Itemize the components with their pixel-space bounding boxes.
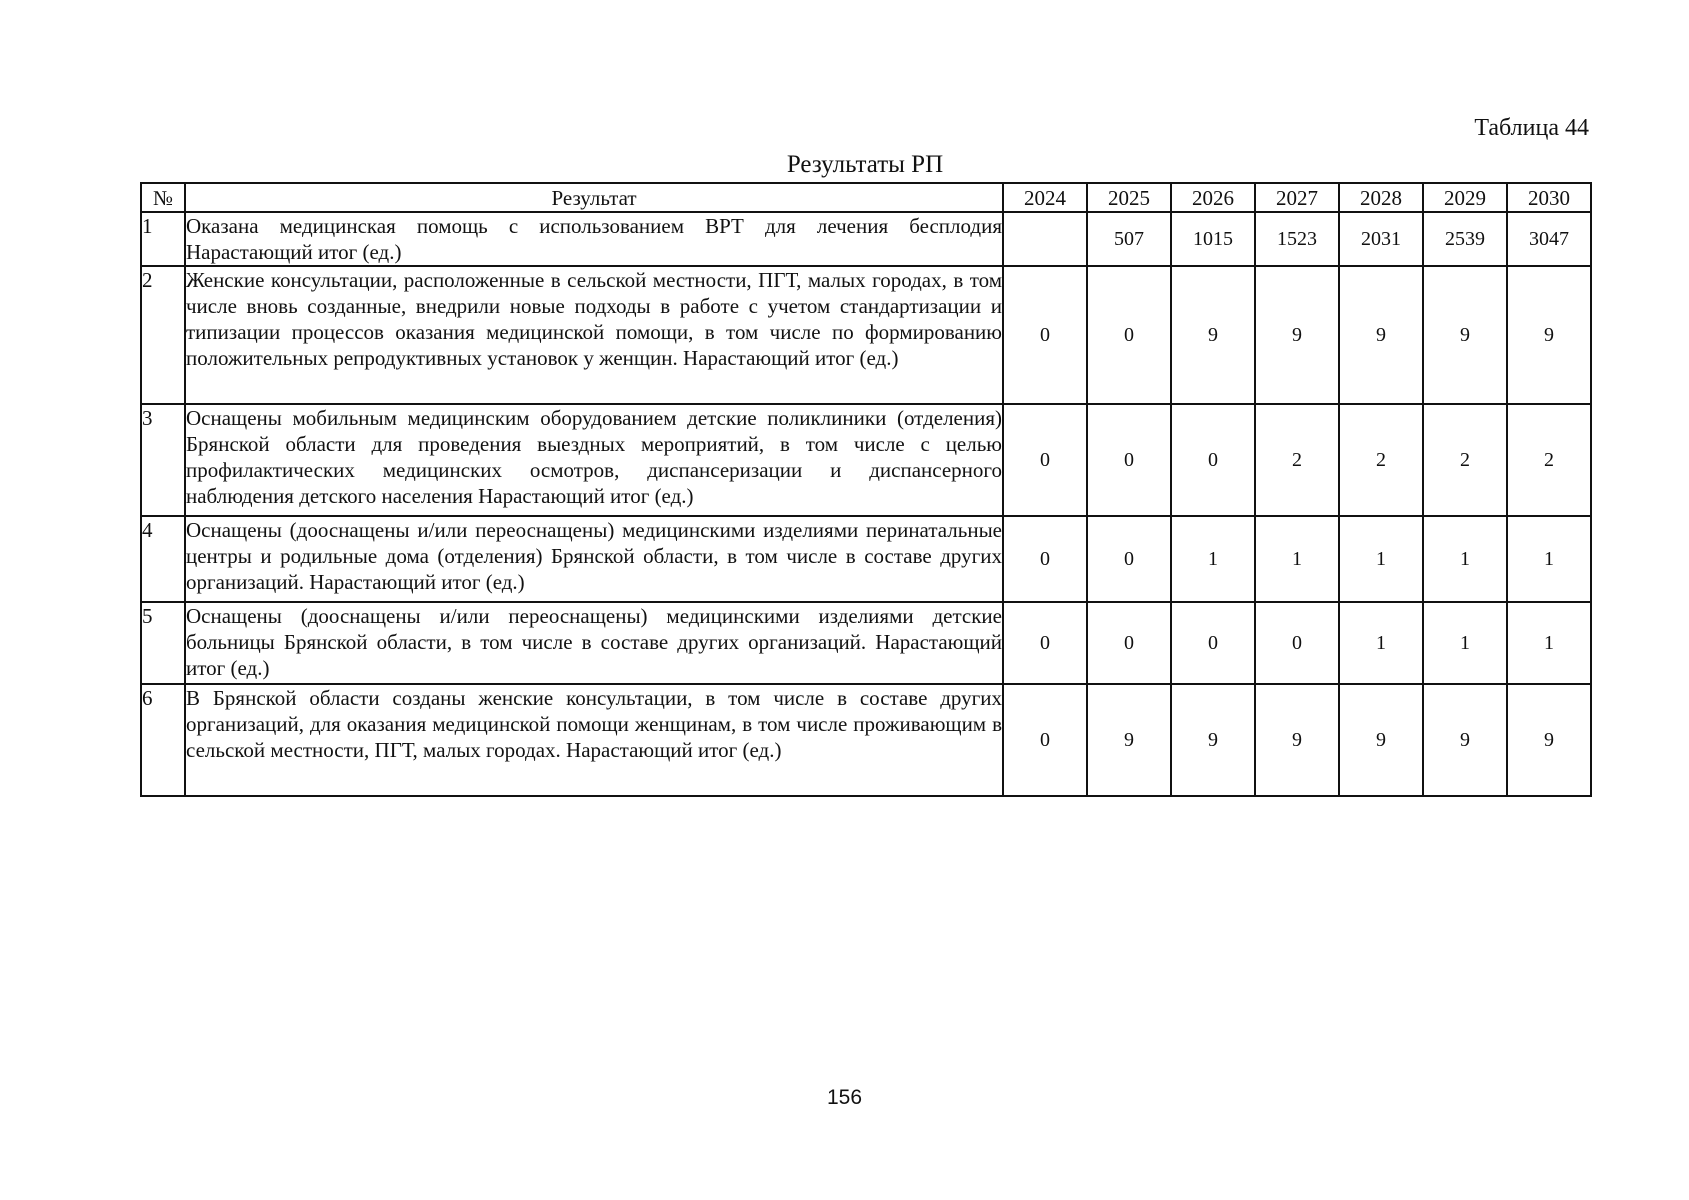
row-value: 9 xyxy=(1171,684,1255,796)
header-year: 2028 xyxy=(1339,183,1423,212)
row-value: 507 xyxy=(1087,212,1171,266)
row-value: 2031 xyxy=(1339,212,1423,266)
row-result-text: В Брянской области созданы женские консультации, в том числе в составе других организаций, для оказания медицинской помощи женщинам, в том числе проживающим в сельской местности, ПГТ, малых городах. Нарастающий итог (ед.) xyxy=(185,684,1003,796)
row-number: 1 xyxy=(141,212,185,266)
row-value: 9 xyxy=(1507,266,1591,404)
row-value: 2 xyxy=(1255,404,1339,516)
row-value: 9 xyxy=(1423,266,1507,404)
table-row xyxy=(141,516,1591,602)
row-value: 0 xyxy=(1003,266,1087,404)
results-table xyxy=(140,182,1592,797)
row-value: 1 xyxy=(1255,516,1339,602)
table-header-row xyxy=(141,183,1591,212)
row-value: 9 xyxy=(1255,684,1339,796)
row-result-text: Оснащены мобильным медицинским оборудованием детские поликлиники (отделения) Брянской области для проведения выездных мероприятий, в том числе с целью профилактических медицинских осмотров, диспансеризации и диспансерного наблюдения детского населения Нарастающий итог (ед.) xyxy=(185,404,1003,516)
header-year: 2030 xyxy=(1507,183,1591,212)
row-result-text: Оснащены (дооснащены и/или переоснащены) медицинскими изделиями детские больницы Брянской области, в том числе в составе других организаций. Нарастающий итог (ед.) xyxy=(185,602,1003,684)
row-value: 0 xyxy=(1003,602,1087,684)
row-value: 0 xyxy=(1087,266,1171,404)
table-row xyxy=(141,404,1591,516)
row-value: 0 xyxy=(1003,684,1087,796)
table-row xyxy=(141,684,1591,796)
row-value: 1 xyxy=(1171,516,1255,602)
header-year: 2024 xyxy=(1003,183,1087,212)
row-value: 9 xyxy=(1423,684,1507,796)
row-value: 3047 xyxy=(1507,212,1591,266)
row-number: 3 xyxy=(141,404,185,516)
row-value: 1 xyxy=(1507,602,1591,684)
table-row xyxy=(141,602,1591,684)
header-year: 2029 xyxy=(1423,183,1507,212)
row-value: 0 xyxy=(1255,602,1339,684)
row-value: 9 xyxy=(1339,266,1423,404)
header-year: 2025 xyxy=(1087,183,1171,212)
row-value: 9 xyxy=(1171,266,1255,404)
row-value: 1523 xyxy=(1255,212,1339,266)
row-value: 1 xyxy=(1507,516,1591,602)
table-number-label: Таблица 44 xyxy=(1474,115,1589,141)
row-value: 1 xyxy=(1423,516,1507,602)
row-number: 4 xyxy=(141,516,185,602)
row-number: 5 xyxy=(141,602,185,684)
header-result: Результат xyxy=(185,183,1003,212)
row-value: 0 xyxy=(1171,602,1255,684)
row-result-text: Оснащены (дооснащены и/или переоснащены) медицинскими изделиями перинатальные центры и родильные дома (отделения) Брянской области, в том числе в составе других организаций. Нарастающий итог (ед.) xyxy=(185,516,1003,602)
row-value: 0 xyxy=(1171,404,1255,516)
row-value: 0 xyxy=(1087,516,1171,602)
header-number: № xyxy=(141,183,185,212)
row-result-text: Оказана медицинская помощь с использованием ВРТ для лечения бесплодия Нарастающий итог (ед.) xyxy=(186,214,1002,264)
row-value: 1 xyxy=(1423,602,1507,684)
table-title: Результаты РП xyxy=(786,151,944,178)
row-value: 9 xyxy=(1507,684,1591,796)
row-value: 2 xyxy=(1507,404,1591,516)
row-value xyxy=(1003,212,1087,266)
table-row xyxy=(141,212,1591,266)
row-value: 0 xyxy=(1087,602,1171,684)
row-value: 1 xyxy=(1339,602,1423,684)
row-number: 6 xyxy=(141,684,185,796)
page-number: 156 xyxy=(826,1086,863,1109)
row-value: 9 xyxy=(1339,684,1423,796)
row-value: 1015 xyxy=(1171,212,1255,266)
row-value: 0 xyxy=(1003,516,1087,602)
row-result-text: Женские консультации, расположенные в сельской местности, ПГТ, малых городах, в том числе вновь созданные, внедрили новые подходы в работе с учетом стандартизации и типизации процессов оказания медицинской помощи, в том числе по формированию положительных репродуктивных установок у женщин. Нарастающий итог (ед.) xyxy=(185,266,1003,404)
row-value: 2 xyxy=(1339,404,1423,516)
row-value: 9 xyxy=(1255,266,1339,404)
row-value: 9 xyxy=(1087,684,1171,796)
row-value: 2539 xyxy=(1423,212,1507,266)
row-value: 0 xyxy=(1003,404,1087,516)
row-value: 0 xyxy=(1087,404,1171,516)
row-value: 2 xyxy=(1423,404,1507,516)
table-row xyxy=(141,266,1591,404)
row-number: 2 xyxy=(141,266,185,404)
row-value: 1 xyxy=(1339,516,1423,602)
header-year: 2026 xyxy=(1171,183,1255,212)
header-year: 2027 xyxy=(1255,183,1339,212)
